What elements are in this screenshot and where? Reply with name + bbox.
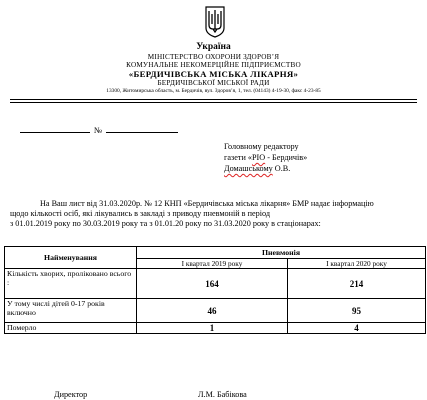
value-2019: 1	[137, 323, 288, 334]
hospital-name: «БЕРДИЧІВСЬКА МІСЬКА ЛІКАРНЯ»	[128, 69, 299, 79]
header-period-2020: I квартал 2020 року	[288, 259, 426, 269]
signature-title: Директор	[54, 390, 88, 399]
date-blank	[20, 123, 90, 133]
row-label: Кількість хворих, проліковано всього :	[5, 269, 137, 299]
recipient-line-1: Головному редактору	[224, 142, 299, 151]
value-2020: 4	[288, 323, 426, 334]
row-label: У тому числі дітей 0-17 років включно	[5, 299, 137, 323]
reference-line	[20, 123, 178, 135]
recipient-line-2	[224, 153, 307, 162]
pneumonia-statistics-table	[4, 246, 426, 334]
table-header-row	[5, 247, 426, 259]
header-divider-thick	[10, 99, 417, 100]
signature-name: Л.М. Бабікова	[198, 390, 247, 399]
hospital-address: 13300, Житомирська область, м. Бердичів, вул. Здоров’я, 1, тел. (04143) 4-19-30, факс 4-23-85	[106, 88, 321, 94]
header-divider-thin	[10, 102, 417, 103]
trident-coat-of-arms-icon	[205, 6, 225, 38]
enterprise-type: КОМУНАЛЬНЕ НЕКОМЕРЦІЙНЕ ПІДПРИЄМСТВО	[126, 61, 301, 69]
ministry-name: МІНІСТЕРСТВО ОХОРОНИ ЗДОРОВ’Я	[147, 53, 280, 61]
value-2020: 214	[288, 269, 426, 299]
body-paragraph-line-2: щодо кількості осіб, які лікувались в закладі з приводу пневмоній в період	[10, 209, 271, 218]
header-period-2019: I квартал 2019 року	[137, 259, 288, 269]
number-blank	[106, 123, 178, 133]
country-name: Україна	[196, 42, 231, 52]
recipient-newspaper-prefix: газети «	[224, 153, 252, 162]
body-paragraph-line-1: На Ваш лист від 31.03.2020р. № 12 КНП «Бердичівська міська лікарня» БМР надає інформацію	[40, 199, 374, 208]
row-label: Померло	[5, 323, 137, 334]
recipient-newspaper-suffix: - Бердичів»	[265, 153, 308, 162]
table-row	[5, 323, 426, 334]
recipient-surname: Домашському	[224, 164, 273, 173]
council-name: БЕРДИЧІВСЬКОЇ МІСЬКОЇ РАДИ	[157, 79, 270, 87]
value-2019: 164	[137, 269, 288, 299]
value-2019: 46	[137, 299, 288, 323]
recipient-newspaper-name: РІО	[251, 153, 266, 162]
table-row	[5, 269, 426, 299]
number-sign: №	[94, 125, 103, 135]
header-pneumonia: Пневмонія	[137, 247, 426, 259]
recipient-initials: О.В.	[272, 164, 291, 173]
table-row	[5, 299, 426, 323]
recipient-line-3	[224, 164, 290, 173]
header-name: Найменування	[5, 247, 137, 269]
value-2020: 95	[288, 299, 426, 323]
body-paragraph-line-3: з 01.01.2019 року по 30.03.2019 року та з 01.01.20 року по 31.03.2020 року в стаціонарах:	[10, 219, 321, 228]
